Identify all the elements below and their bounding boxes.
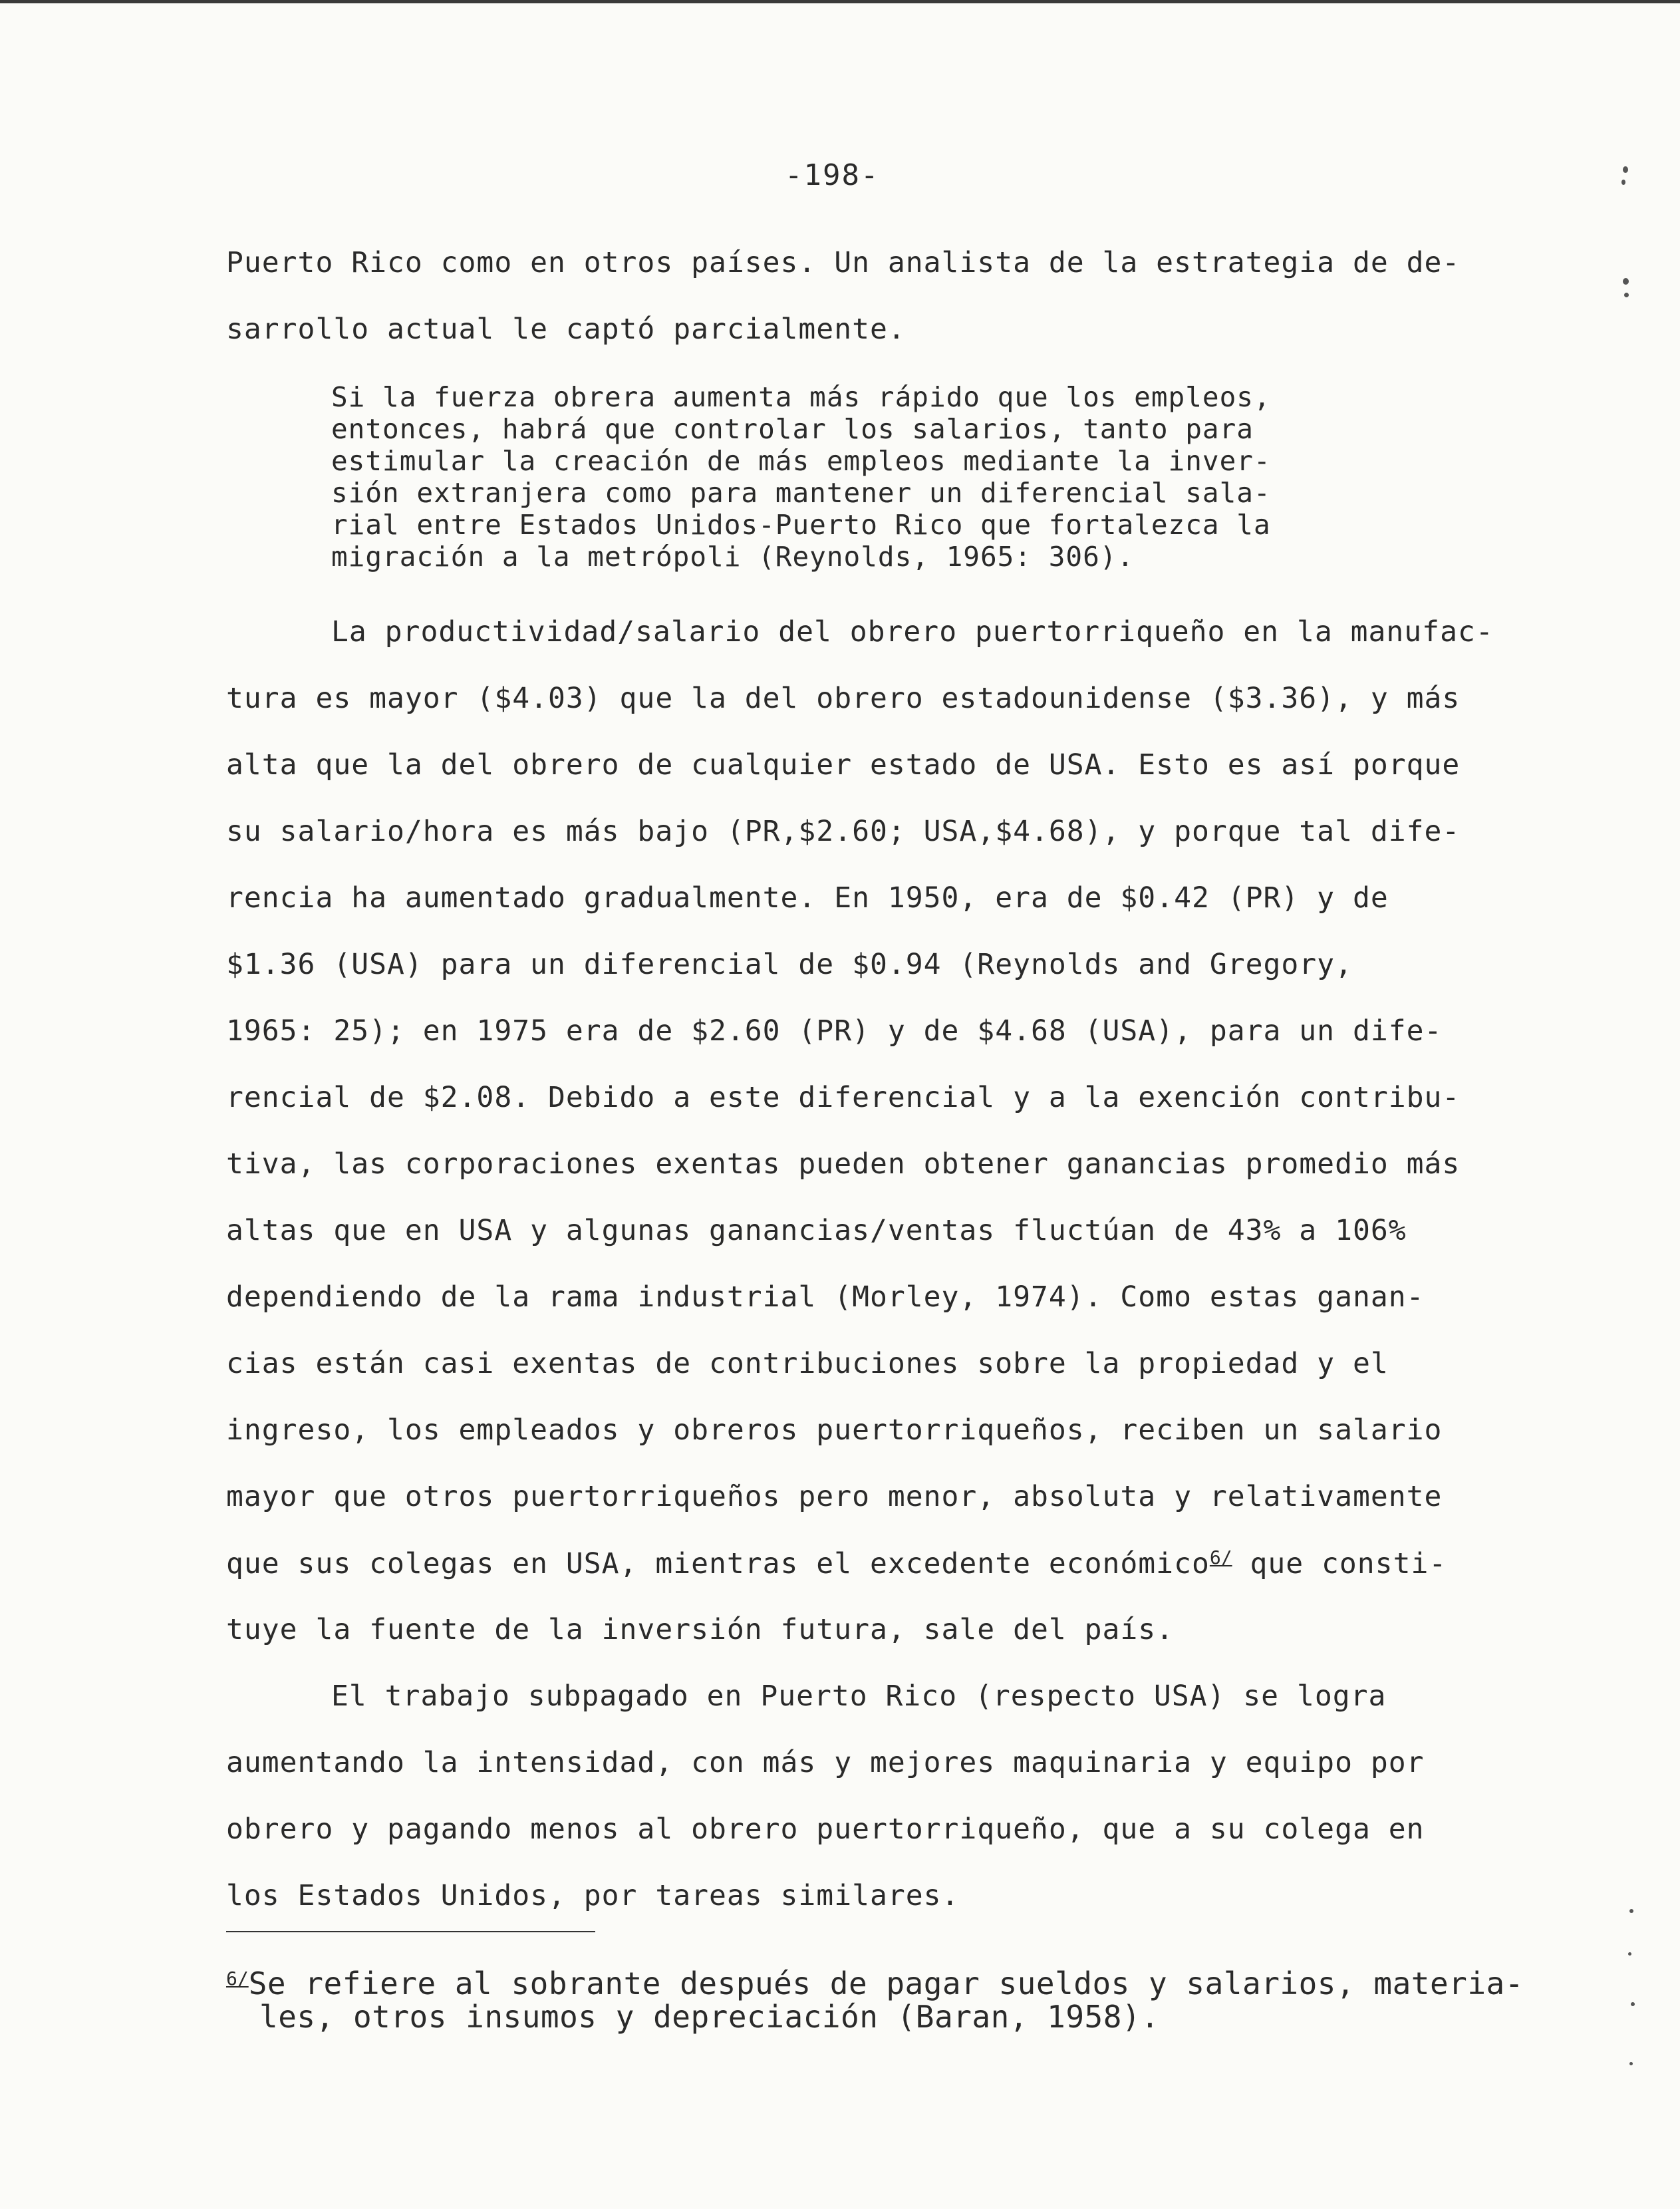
paragraph-3-line-2: aumentando la intensidad, con más y mejores maquinaria y equipo por — [226, 1746, 1425, 1779]
paragraph-2-line-9: tiva, las corporaciones exentas pueden obtener ganancias promedio más — [226, 1147, 1461, 1181]
paragraph-2-line-4: su salario/hora es más bajo (PR,$2.60; USA,$4.68), y porque tal dife- — [226, 815, 1461, 848]
quote-line-5: rial entre Estados Unidos-Puerto Rico que fortalezca la — [331, 509, 1271, 541]
quote-line-2: entonces, habrá que controlar los salarios, tanto para — [331, 413, 1254, 445]
quote-line-1: Si la fuerza obrera aumenta más rápido que los empleos, — [331, 381, 1271, 413]
scan-speck — [1628, 1952, 1631, 1956]
paragraph-2-line-13: ingreso, los empleados y obreros puertorriqueños, reciben un salario — [226, 1413, 1443, 1447]
paragraph-2-line-10: altas que en USA y algunas ganancias/ventas fluctúan de 43% a 106% — [226, 1214, 1407, 1247]
scan-speck — [1624, 293, 1629, 297]
paragraph-1-line-2: sarrollo actual le captó parcialmente. — [226, 313, 906, 346]
paragraph-2-line-15-text: que sus colegas en USA, mientras el excedente económico — [226, 1547, 1210, 1580]
footnote-reference-marker: 6/ — [1209, 1546, 1232, 1568]
paragraph-2-line-15-tail: que consti- — [1232, 1547, 1447, 1580]
footnote-line-2: les, otros insumos y depreciación (Baran, 1958). — [259, 1999, 1160, 2035]
paragraph-2-line-2: tura es mayor ($4.03) que la del obrero estadounidense ($3.36), y más — [226, 682, 1461, 715]
footnote-text-1: Se refiere al sobrante después de pagar sueldos y salarios, materia- — [248, 1966, 1524, 2001]
paragraph-2-line-7: 1965: 25); en 1975 era de $2.60 (PR) y de $4.68 (USA), para un dife- — [226, 1014, 1443, 1048]
quote-line-3: estimular la creación de más empleos mediante la inver- — [331, 445, 1271, 477]
paragraph-2-line-1: La productividad/salario del obrero puertorriqueño en la manufac- — [331, 615, 1494, 649]
paragraph-3-line-3: obrero y pagando menos al obrero puertorriqueño, que a su colega en — [226, 1813, 1425, 1846]
footnote-marker: 6/ — [226, 1968, 249, 1989]
scan-speck — [1631, 2002, 1635, 2006]
paragraph-3-line-4: los Estados Unidos, por tareas similares. — [226, 1879, 960, 1912]
footnote-divider — [226, 1931, 595, 1932]
paragraph-3-line-1: El trabajo subpagado en Puerto Rico (respecto USA) se logra — [331, 1680, 1387, 1713]
page-number: -198- — [785, 158, 880, 192]
paragraph-2-line-6: $1.36 (USA) para un diferencial de $0.94 (Reynolds and Gregory, — [226, 948, 1353, 981]
scan-speck — [1629, 2062, 1633, 2065]
paragraph-2-line-3: alta que la del obrero de cualquier estado de USA. Esto es así porque — [226, 748, 1461, 782]
quote-line-6: migración a la metrópoli (Reynolds, 1965: 306). — [331, 541, 1135, 573]
scan-speck — [1623, 166, 1628, 173]
paragraph-2-line-15 — [226, 1546, 1447, 1580]
scan-speck — [1621, 180, 1625, 185]
paragraph-2-line-12: cias están casi exentas de contribuciones sobre la propiedad y el — [226, 1347, 1389, 1380]
paragraph-2-line-8: rencial de $2.08. Debido a este diferencial y a la exención contribu- — [226, 1081, 1461, 1114]
scan-speck — [1623, 278, 1629, 285]
paragraph-1-line-1: Puerto Rico como en otros países. Un analista de la estrategia de de- — [226, 246, 1461, 279]
paragraph-2-line-16: tuye la fuente de la inversión futura, sale del país. — [226, 1613, 1175, 1646]
scan-speck — [1629, 1909, 1633, 1913]
footnote-line-1 — [226, 1966, 1524, 2001]
quote-line-4: sión extranjera como para mantener un diferencial sala- — [331, 477, 1271, 509]
paragraph-2-line-5: rencia ha aumentado gradualmente. En 1950, era de $0.42 (PR) y de — [226, 881, 1389, 915]
paragraph-2-line-11: dependiendo de la rama industrial (Morley, 1974). Como estas ganan- — [226, 1280, 1425, 1314]
scan-top-edge — [0, 0, 1680, 3]
paragraph-2-line-14: mayor que otros puertorriqueños pero menor, absoluta y relativamente — [226, 1480, 1443, 1513]
